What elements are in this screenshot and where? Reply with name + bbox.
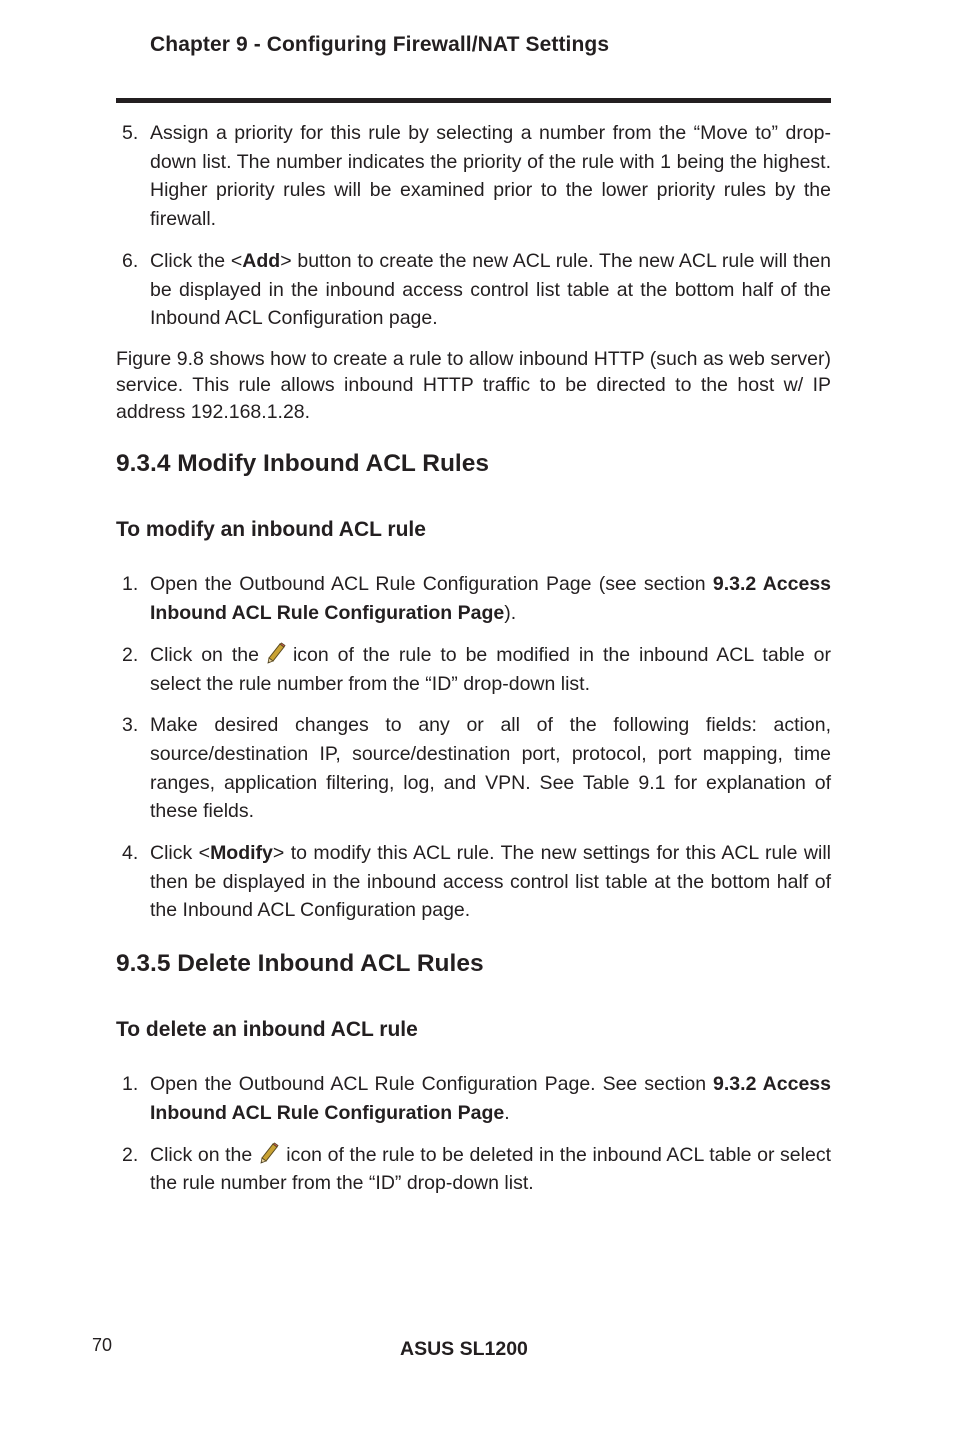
step-number: 1. [122, 573, 139, 596]
pencil-icon [265, 642, 287, 664]
list-item-modify-1 [116, 570, 831, 627]
section-reference: 9.3.2 Access Inbound ACL Rule Configuration Page [150, 573, 832, 625]
page-content [116, 119, 831, 1211]
step-text: Assign a priority for this rule by selecting a number from the “Move to” drop-down list. The number indicates the priority of the rule with 1 being the highest. Higher priority rules will be examined prior to the lower priority rules by the firewall. [150, 122, 831, 231]
footer-title: ASUS SL1200 [400, 1338, 528, 1360]
step-text-post: > to modify this ACL rule. The new settings for this ACL rule will then be displayed in the inbound access control list table at the bottom half of the Inbound ACL Configuration page. [150, 842, 831, 922]
list-item-modify-2 [116, 641, 831, 698]
section-reference: 9.3.2 Access Inbound ACL Rule Configuration Page [150, 1073, 831, 1124]
subheading-delete: To delete an inbound ACL rule [116, 1018, 418, 1042]
step-text-pre: Click on the [150, 643, 259, 666]
list-item-step-6 [116, 247, 831, 333]
header-divider [116, 98, 831, 103]
chapter-header: Chapter 9 - Configuring Firewall/NAT Settings [150, 33, 610, 56]
pencil-icon [258, 1142, 280, 1164]
section-heading-modify: 9.3.4 Modify Inbound ACL Rules [116, 450, 489, 478]
list-item-step-5 [116, 119, 831, 234]
step-text-pre: Open the Outbound ACL Rule Configuration Page. See section [150, 1073, 714, 1096]
step-text-post: icon of the rule to be deleted in the inbound ACL table or select the rule number from the “ID” drop-down list. [150, 1143, 831, 1195]
section-heading-delete: 9.3.5 Delete Inbound ACL Rules [116, 950, 484, 978]
step-number: 2. [122, 643, 139, 666]
step-number: 1. [122, 1073, 139, 1096]
step-text-pre: Click on the [150, 1143, 253, 1166]
step-number: 4. [122, 842, 139, 865]
list-item-modify-4 [116, 839, 831, 925]
step-number: 2. [122, 1143, 139, 1166]
step-text-pre: Click the < [150, 249, 243, 272]
step-text-post: icon of the rule to be modified in the inbound ACL table or select the rule number from the “ID” drop-down list. [150, 643, 831, 695]
step-text-post: . [504, 1101, 510, 1124]
step-text: Make desired changes to any or all of the following fields: action, source/destination IP, source/destination port, protocol, port mapping, time ranges, application filtering, log, and VPN. See Table 9.1 for explanation of these fields. [150, 714, 831, 823]
page-number: 70 [92, 1335, 113, 1355]
subheading-modify: To modify an inbound ACL rule [116, 518, 426, 542]
step-number: 3. [122, 714, 139, 737]
step-text-post: > button to create the new ACL rule. The new ACL rule will then be displayed in the inbound access control list table at the bottom half of the Inbound ACL Configuration page. [150, 249, 831, 330]
figure-paragraph: Figure 9.8 shows how to create a rule to allow inbound HTTP (such as web server) service. This rule allows inbound HTTP traffic to be directed to the host w/ IP address 192.168.1.28. [116, 347, 831, 423]
add-button-reference: Add [242, 249, 281, 272]
list-item-modify-3 [116, 711, 831, 826]
step-text-pre: Click < [150, 842, 211, 865]
list-item-delete-2 [116, 1141, 831, 1198]
step-text-pre: Open the Outbound ACL Rule Configuration Page (see section [150, 573, 713, 596]
modify-button-reference: Modify [210, 842, 273, 865]
step-number: 6. [122, 249, 139, 272]
list-item-delete-1 [116, 1070, 831, 1127]
step-number: 5. [122, 122, 139, 144]
step-text-post: ). [504, 602, 517, 625]
